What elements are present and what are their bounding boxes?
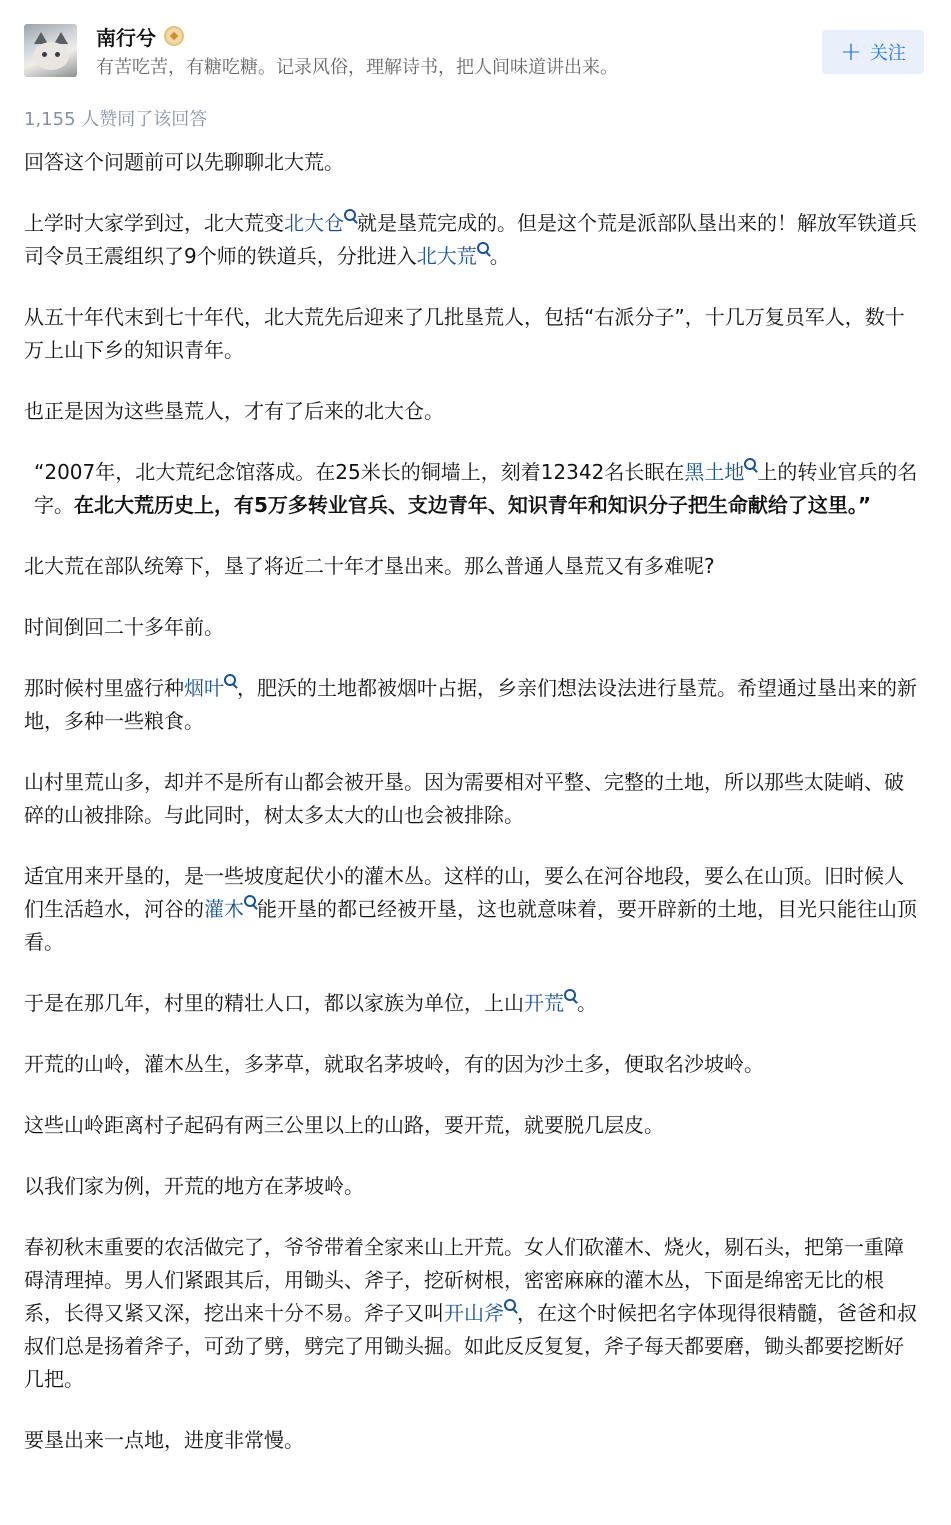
- paragraph: 上学时大家学到过，北大荒变北大仓 就是垦荒完成的。但是这个荒是派部队垦出来的！解放军铁道兵司令员王震组织了9个师的铁道兵，分批进入北大荒 。: [24, 211, 917, 268]
- author-avatar[interactable]: [24, 24, 77, 77]
- search-icon: [244, 895, 257, 911]
- follow-button[interactable]: [822, 30, 924, 74]
- search-icon: [564, 989, 577, 1005]
- search-icon: [477, 242, 490, 258]
- author-bio: 有苦吃苦，有糖吃糖。记录风俗，理解诗书，把人间味道讲出来。: [96, 57, 618, 78]
- paragraph: 于是在那几年，村里的精壮人口，都以家族为单位，上山开荒 。: [24, 991, 597, 1015]
- author-name[interactable]: 南行兮: [96, 26, 156, 50]
- keyword-link[interactable]: 开荒: [524, 991, 577, 1015]
- search-icon: [344, 209, 357, 225]
- paragraph: 从五十年代末到七十年代，北大荒先后迎来了几批垦荒人，包括“右派分子”，十几万复员军人，数十万上山下乡的知识青年。: [24, 305, 905, 362]
- paragraph: 也正是因为这些垦荒人，才有了后来的北大仓。: [24, 399, 444, 423]
- verified-badge-icon: [164, 26, 184, 46]
- bold-quote: 在北大荒历史上，有5万多转业官兵、支边青年、知识青年和知识分子把生命献给了这里。”: [74, 493, 872, 517]
- paragraph: 回答这个问题前可以先聊聊北大荒。: [24, 150, 344, 174]
- keyword-link[interactable]: 黑土地: [684, 460, 757, 484]
- keyword-link[interactable]: 开山斧: [444, 1301, 517, 1325]
- search-icon: [224, 674, 237, 690]
- paragraph: “2007年，北大荒纪念馆落成。在25米长的铜墙上，刻着12342名长眠在黑土地 上的转业官兵的名字。在北大荒历史上，有5万多转业官兵、支边青年、知识青年和知识分子把生命献给了这里。”: [34, 460, 918, 517]
- paragraph: 那时候村里盛行种烟叶 ，肥沃的土地都被烟叶占据，乡亲们想法设法进行垦荒。希望通过垦出来的新地，多种一些粮食。: [24, 676, 917, 733]
- plus-icon: +: [840, 37, 862, 67]
- paragraph: 开荒的山岭，灌木丛生，多茅草，就取名茅坡岭，有的因为沙土多，便取名沙坡岭。: [24, 1052, 764, 1076]
- answer-header: [0, 0, 951, 98]
- paragraph: 春初秋末重要的农活做完了，爷爷带着全家来山上开荒。女人们砍灌木、烧火，剔石头，把第一重障碍清理掉。男人们紧跟其后，用锄头、斧子，挖斫树根，密密麻麻的灌木丛，下面是绵密无比的根系，长得又紧又深，挖出来十分不易。斧子又叫开山斧 ，在这个时候把名字体现得很精髓，爸爸和叔叔们总是扬着斧子，可劲了劈，劈完了用锄头掘。如此反反复复，斧子每天都要磨，锄头都要挖断好几把。: [24, 1235, 917, 1391]
- keyword-link[interactable]: 烟叶: [184, 676, 237, 700]
- keyword-link[interactable]: 北大仓: [284, 211, 357, 235]
- keyword-link[interactable]: 灌木: [204, 897, 257, 921]
- vote-count: 1,155 人赞同了该回答: [24, 109, 208, 130]
- follow-label: 关注: [869, 43, 906, 64]
- paragraph: 要垦出来一点地，进度非常慢。: [24, 1428, 304, 1452]
- search-icon: [504, 1299, 517, 1315]
- paragraph: 这些山岭距离村子起码有两三公里以上的山路，要开荒，就要脱几层皮。: [24, 1113, 664, 1137]
- paragraph: 山村里荒山多，却并不是所有山都会被开垦。因为需要相对平整、完整的土地，所以那些太陡峭、破碎的山被排除。与此同时，树太多太大的山也会被排除。: [24, 770, 904, 827]
- paragraph: 适宜用来开垦的，是一些坡度起伏小的灌木丛。这样的山，要么在河谷地段，要么在山顶。旧时候人们生活趋水，河谷的灌木 能开垦的都已经被开垦，这也就意味着，要开辟新的土地，目光只能往山顶看。: [24, 864, 917, 954]
- search-icon: [744, 458, 757, 474]
- paragraph: 时间倒回二十多年前。: [24, 615, 224, 639]
- keyword-link[interactable]: 北大荒: [417, 244, 490, 268]
- paragraph: 以我们家为例，开荒的地方在茅坡岭。: [24, 1174, 364, 1198]
- paragraph: 北大荒在部队统筹下，垦了将近二十年才垦出来。那么普通人垦荒又有多难呢?: [24, 554, 715, 578]
- answer-content: [24, 146, 919, 1485]
